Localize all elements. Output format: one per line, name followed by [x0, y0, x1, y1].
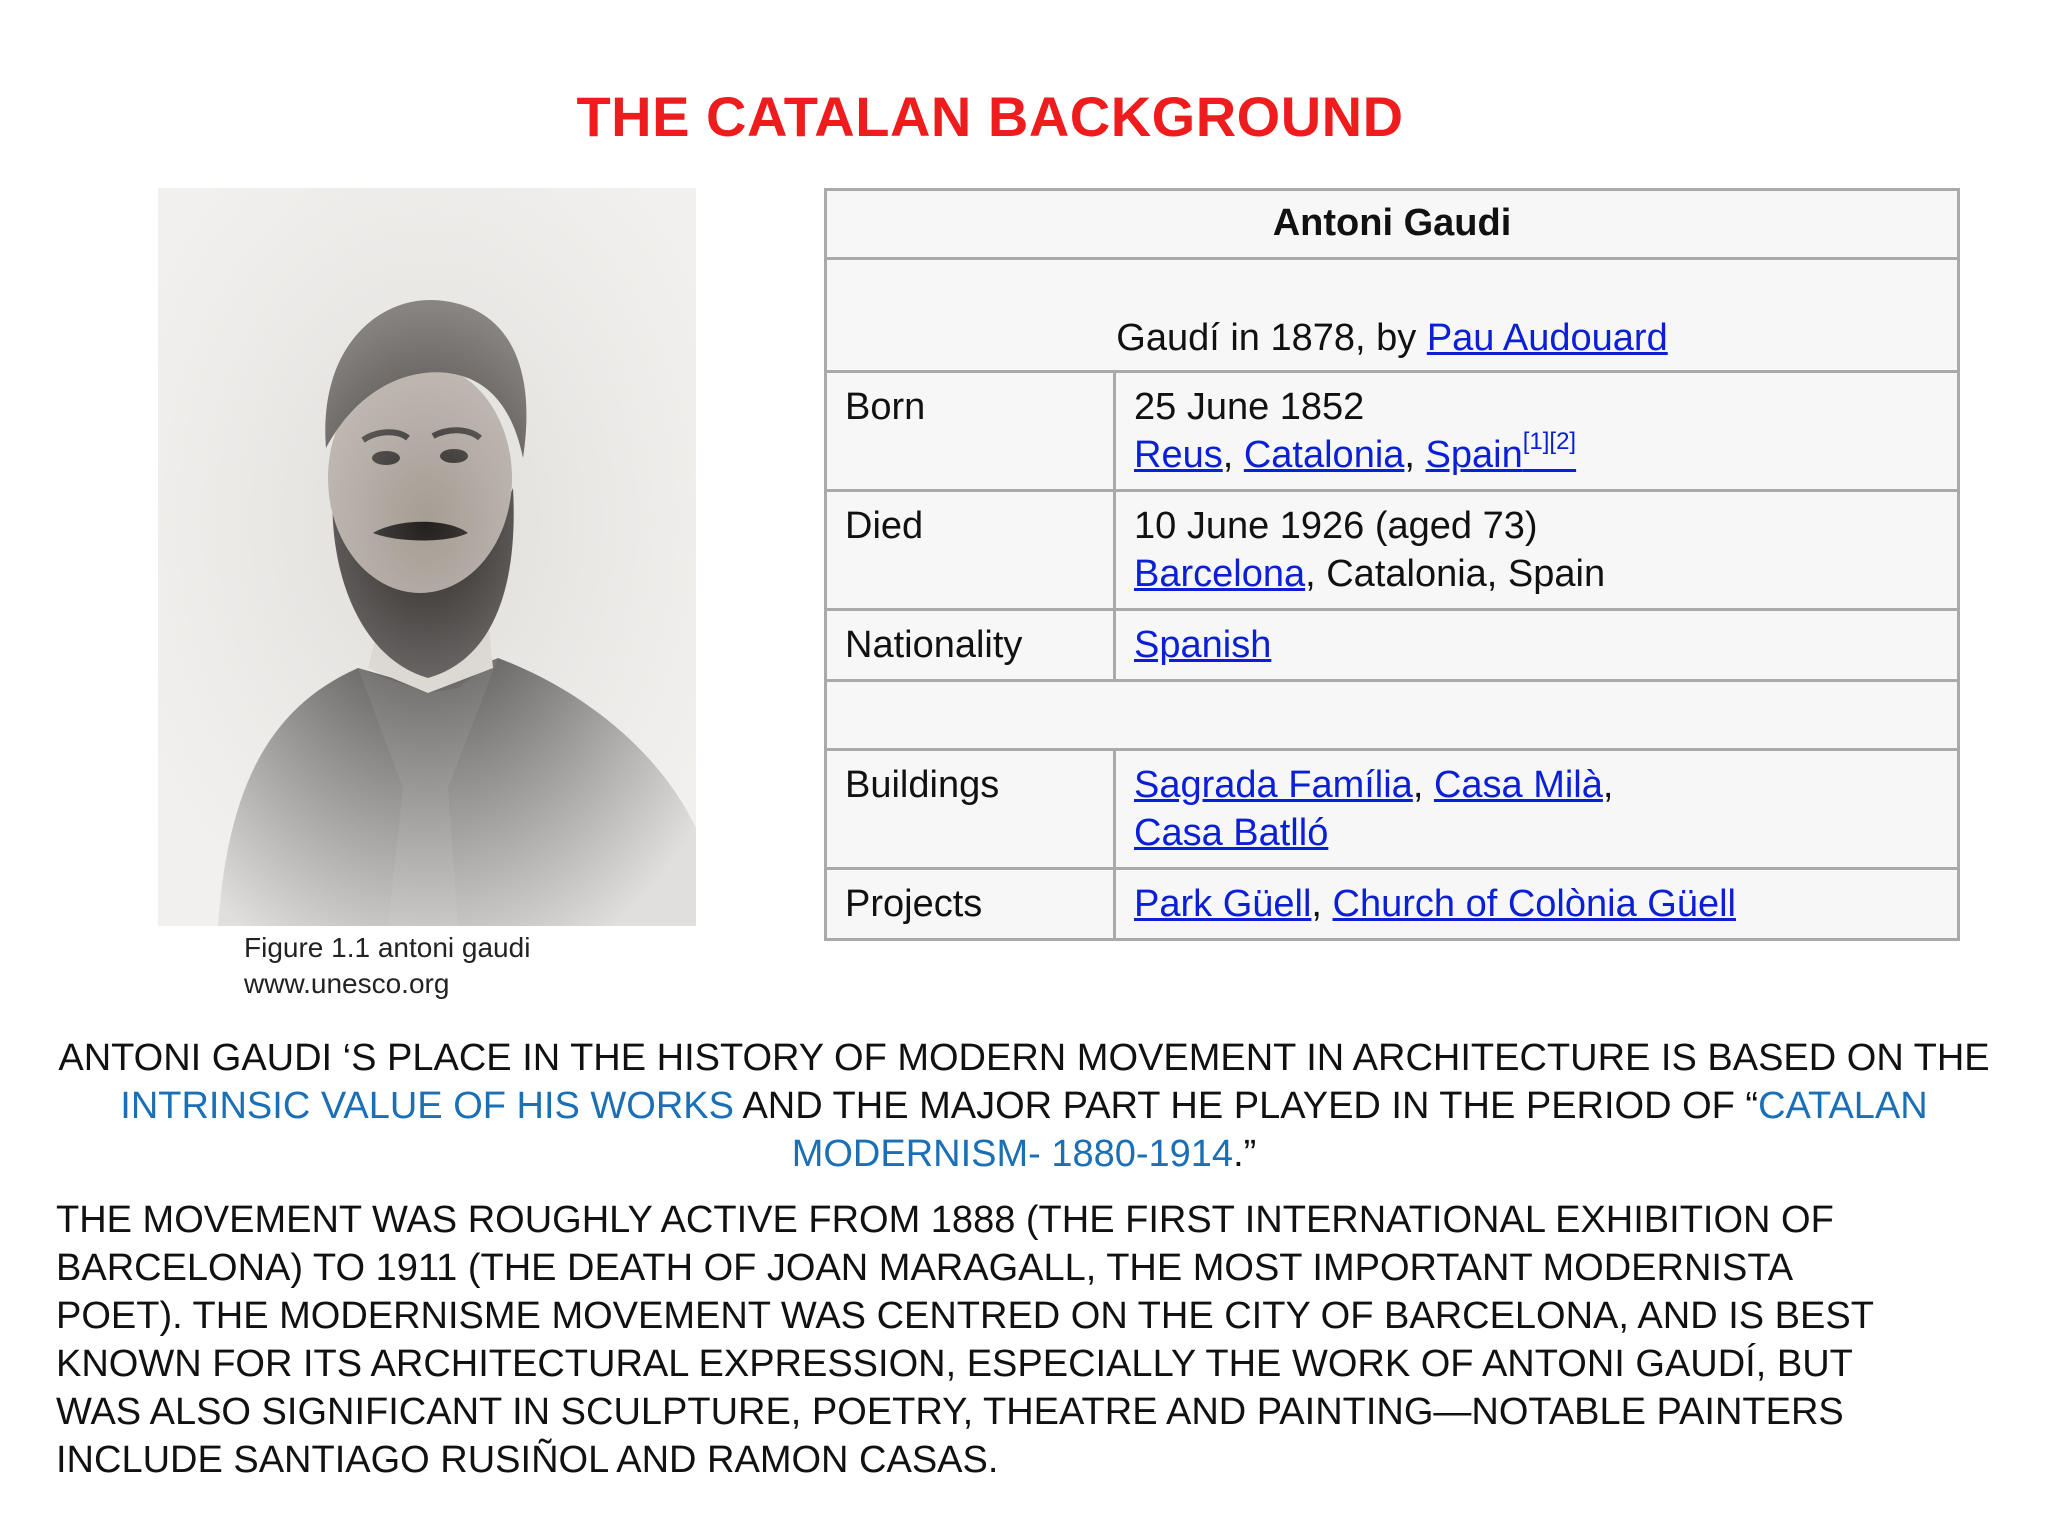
row-buildings	[826, 750, 1959, 869]
value-died	[1115, 491, 1959, 610]
caption-source: www.unesco.org	[244, 968, 450, 999]
label-projects: Projects	[826, 869, 1115, 940]
row-blank	[826, 681, 1959, 750]
row-projects	[826, 869, 1959, 940]
value-buildings	[1115, 750, 1959, 869]
image-caption-text: Gaudí in 1878, by	[1116, 317, 1427, 359]
infobox-heading-row	[826, 190, 1959, 259]
intro-highlight-1: INTRINSIC VALUE OF HIS WORKS	[120, 1085, 734, 1127]
separator: ,	[1404, 434, 1426, 476]
portrait-photo	[158, 188, 696, 926]
buildings-line-1	[1134, 761, 1939, 809]
intro-paragraph	[20, 1034, 2028, 1178]
intro-text-3: .”	[1233, 1133, 1257, 1175]
trailing-comma: ,	[1602, 764, 1614, 806]
buildings-line-2	[1134, 809, 1939, 857]
died-place	[1134, 550, 1939, 598]
reference-marks: [1][2]	[1522, 428, 1577, 455]
link-catalonia[interactable]: Catalonia	[1243, 434, 1405, 476]
link-pau-audouard[interactable]: Pau Audouard	[1426, 317, 1668, 359]
intro-highlight-2: CATALAN MODERNISM- 1880-1914	[791, 1085, 1928, 1175]
infobox-image-caption	[826, 259, 1959, 372]
blank-cell	[826, 681, 1959, 750]
label-died: Died	[826, 491, 1115, 610]
link-casa-mila[interactable]: Casa Milà	[1433, 764, 1603, 806]
movement-paragraph: THE MOVEMENT WAS ROUGHLY ACTIVE FROM 1888 (THE FIRST INTERNATIONAL EXHIBITION OF BARCELONA) TO 1911 (THE DEATH OF JOAN MARAGALL, THE MOST IMPORTANT MODERNISTA POET). THE MODERNISME MOVEMENT WAS CENTRED ON THE CITY OF BARCELONA, AND IS BEST KNOWN FOR ITS ARCHITECTURAL EXPRESSION, ESPECIALLY THE WORK OF ANTONI GAUDÍ, BUT WAS ALSO SIGNIFICANT IN SCULPTURE, POETRY, THEATRE AND PAINTING—NOTABLE PAINTERS INCLUDE SANTIAGO RUSIÑOL AND RAMON CASAS.	[56, 1199, 1874, 1481]
born-date: 25 June 1852	[1134, 386, 1365, 428]
spain-text: Spain	[1425, 434, 1523, 476]
infobox-table	[824, 188, 1960, 941]
link-spain[interactable]	[1425, 428, 1577, 476]
label-buildings: Buildings	[826, 750, 1115, 869]
separator: ,	[1222, 434, 1244, 476]
row-died	[826, 491, 1959, 610]
value-projects	[1115, 869, 1959, 940]
slide-title: THE CATALAN BACKGROUND	[576, 85, 1404, 148]
link-spanish[interactable]: Spanish	[1134, 624, 1272, 666]
link-reus[interactable]: Reus	[1134, 434, 1223, 476]
infobox-image-caption-row	[826, 259, 1959, 372]
link-park-guell[interactable]: Park Güell	[1134, 883, 1312, 925]
row-born	[826, 372, 1959, 491]
figure-caption	[244, 930, 530, 1002]
separator: ,	[1412, 764, 1434, 806]
label-born: Born	[826, 372, 1115, 491]
value-born	[1115, 372, 1959, 491]
link-barcelona[interactable]: Barcelona	[1134, 553, 1306, 595]
intro-text-1: ANTONI GAUDI ‘S PLACE IN THE HISTORY OF MODERN MOVEMENT IN ARCHITECTURE IS BASED ON THE	[58, 1037, 1990, 1079]
caption-line-1: Figure 1.1 antoni gaudi	[244, 932, 531, 963]
link-sagrada-familia[interactable]: Sagrada Família	[1134, 764, 1413, 806]
row-nationality	[826, 610, 1959, 681]
died-place-rest: , Catalonia, Spain	[1305, 553, 1606, 595]
intro-text-2: AND THE MAJOR PART HE PLAYED IN THE PERIOD OF “	[733, 1085, 1759, 1127]
link-casa-batllo[interactable]: Casa Batlló	[1134, 812, 1329, 854]
born-place	[1134, 428, 1939, 479]
link-church-colonia-guell[interactable]: Church of Colònia Güell	[1332, 883, 1736, 925]
died-date: 10 June 1926 (aged 73)	[1134, 505, 1538, 547]
separator: ,	[1311, 883, 1333, 925]
label-nationality: Nationality	[826, 610, 1115, 681]
value-nationality	[1115, 610, 1959, 681]
infobox-heading: Antoni Gaudi	[826, 190, 1959, 259]
